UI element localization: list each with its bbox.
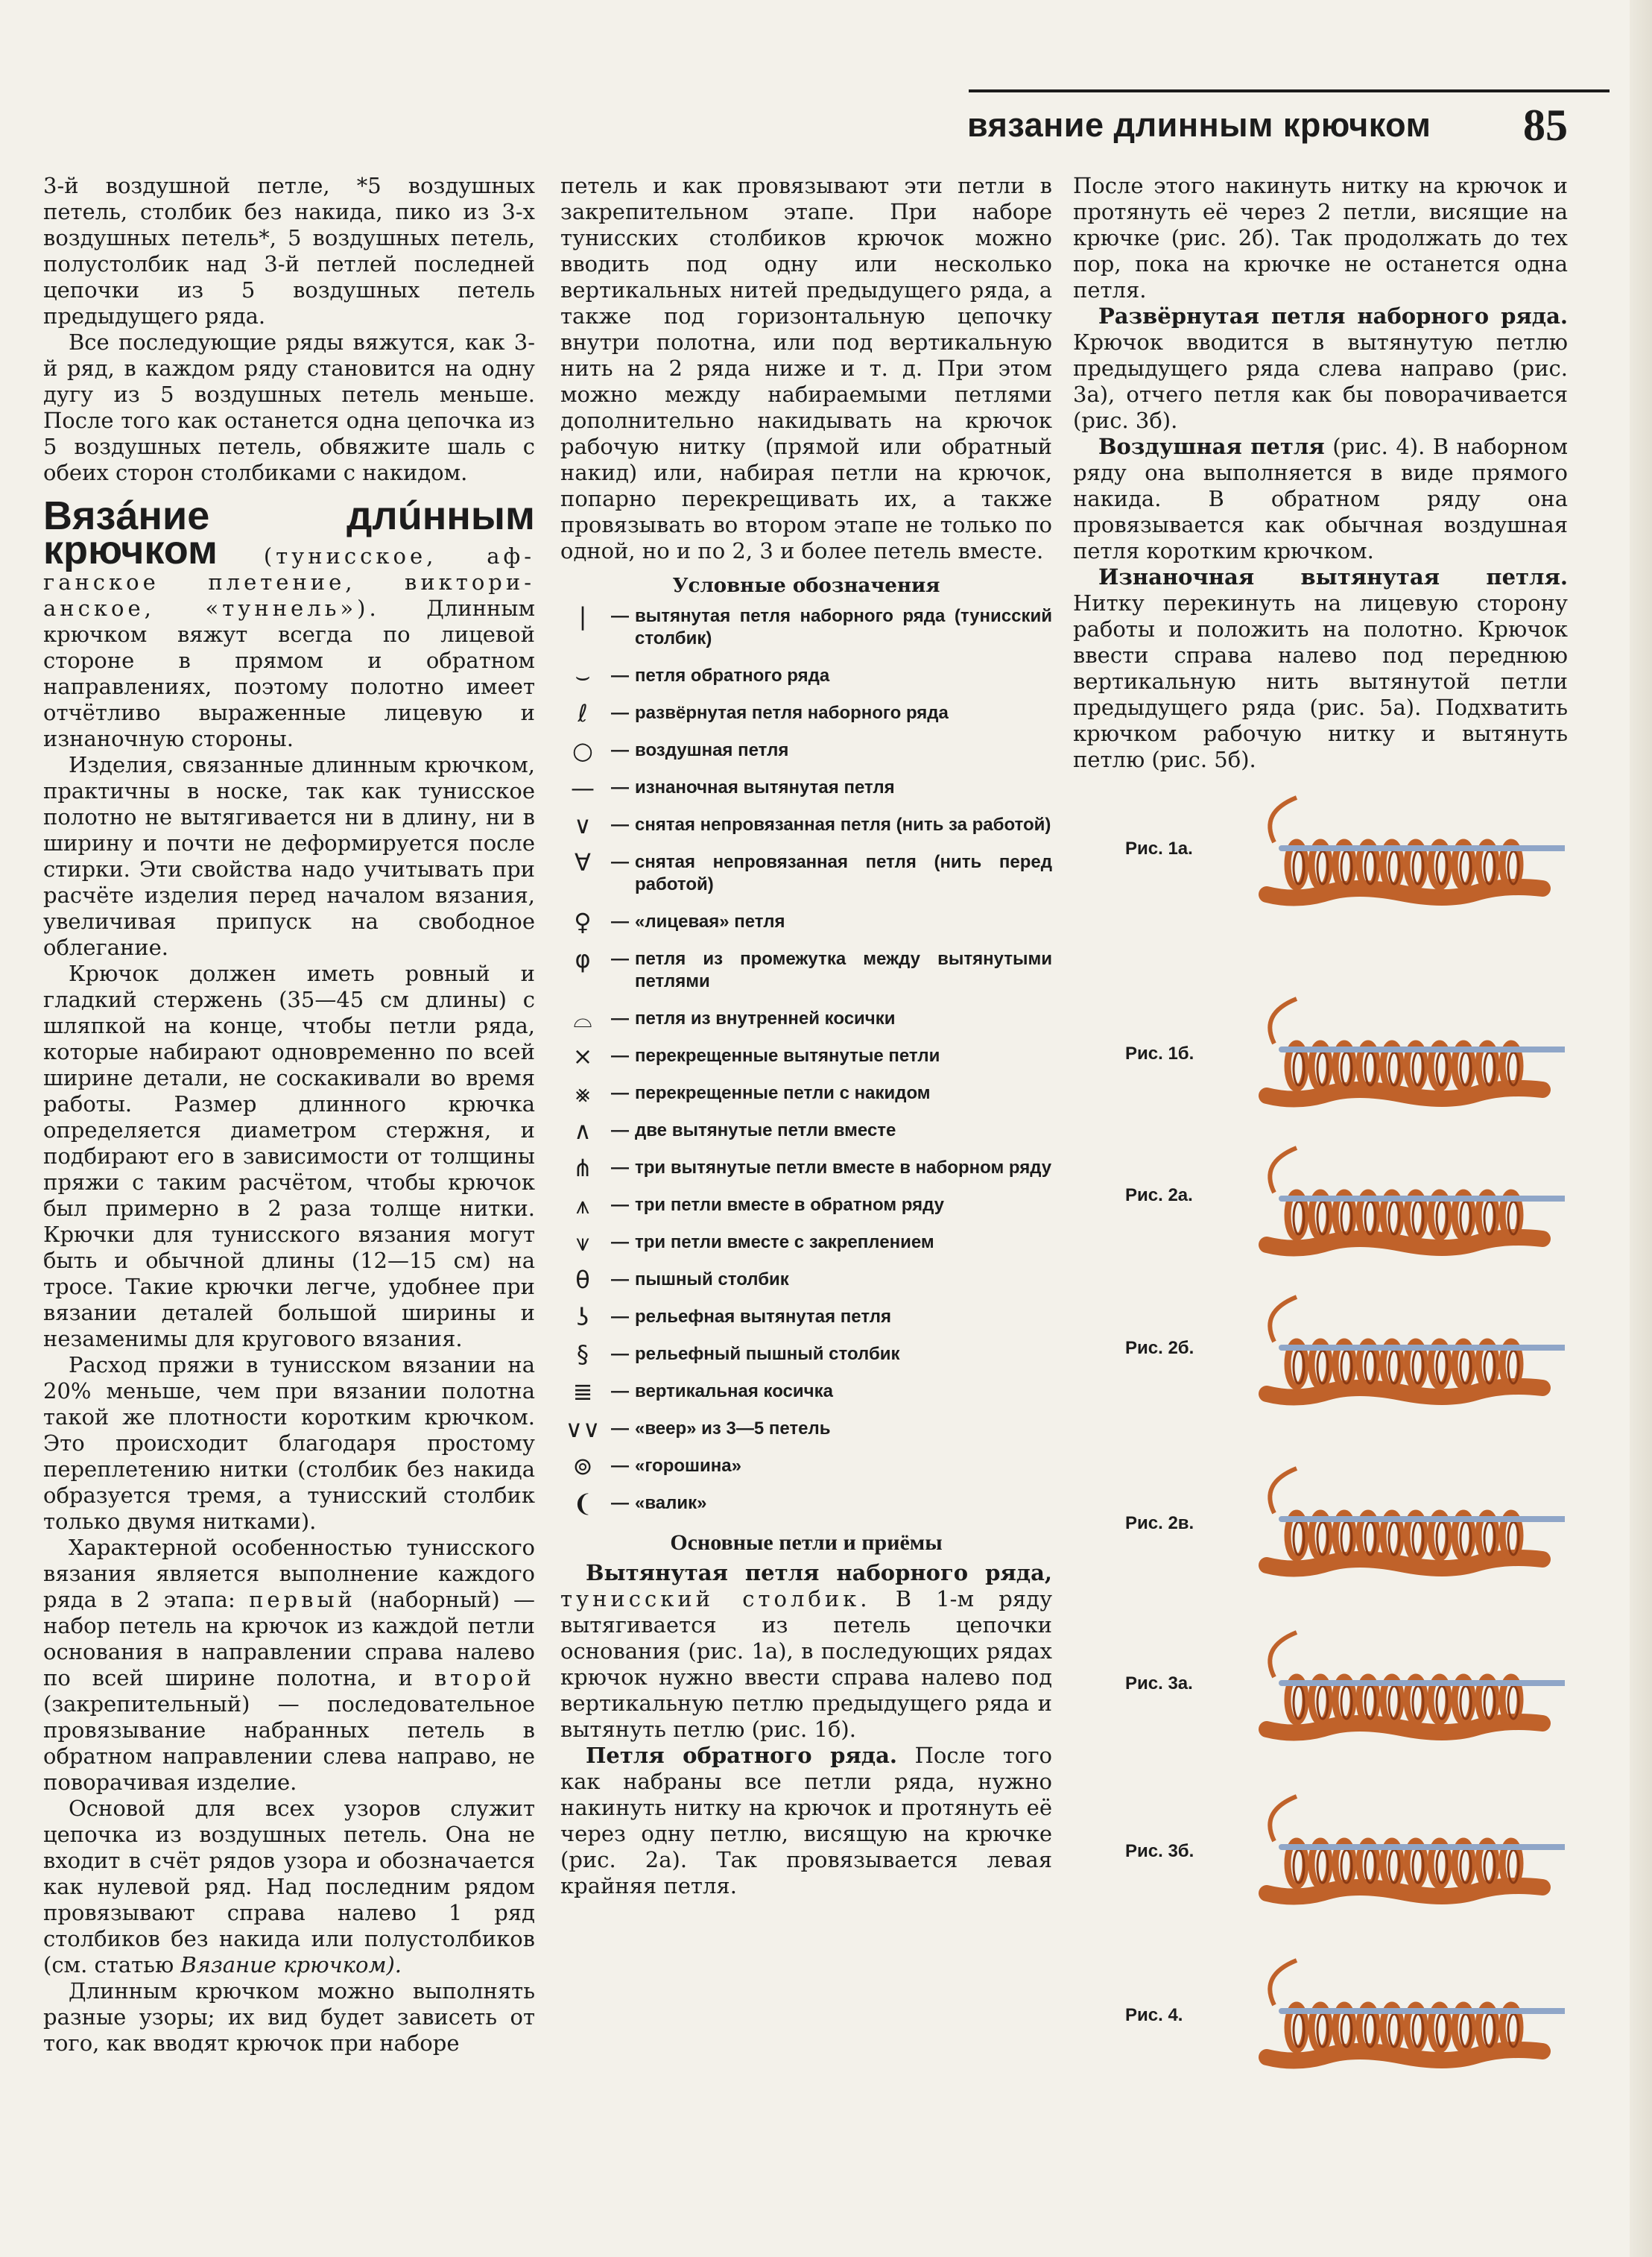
legend-text: «лицевая» петля (635, 912, 785, 932)
paragraph: петель и как провязывают эти петли в закрепительном этапе. При наборе тунисских столбиков крючок можно вводить под одну или несколько вертикальных нитей предыдущего ряда, а также под горизонтальную цепочку внутри полотна, или под вертикальную нить на 2 ряда ниже и т. д. При этом можно между набираемыми петлями дополнительно накидывать на крючок рабочую нитку (прямой или обратный накид) или, набирая петли на крючок, попарно перекрещивать их, а также провязывать во втором этапе не только по одной, но и по 2, 3 и более петель вместе. (560, 173, 1052, 564)
legend-dash: — (611, 740, 629, 760)
legend-dash: — (611, 1493, 629, 1513)
legend-row (560, 1042, 1052, 1070)
paragraph (43, 1535, 535, 1796)
paragraph (560, 1560, 1052, 1743)
crochet-illustration (1252, 1461, 1565, 1588)
legend-text: три петли вместе в обратном ряду (635, 1195, 944, 1215)
term: Воздушная петля (1098, 434, 1325, 459)
legend-text: перекрещенные петли с накидом (635, 1083, 931, 1103)
paragraph (1073, 564, 1568, 773)
legend-symbol-icon: × (572, 1042, 593, 1070)
paragraph (1073, 434, 1568, 564)
crochet-illustration (1252, 1953, 1565, 2080)
title-subtitle: (тунисское, аф- (263, 543, 535, 569)
legend-dash: — (611, 1418, 629, 1439)
legend-text: петля из промежутка между вытянутыми петлями (635, 949, 1052, 991)
crochet-illustration (1252, 1140, 1565, 1267)
legend-text: петля обратного ряда (635, 666, 830, 686)
crochet-illustration (1252, 1789, 1565, 1916)
figure-label: Рис. 2б. (1125, 1338, 1194, 1358)
legend-dash: — (611, 1046, 629, 1066)
legend-dash: — (611, 1344, 629, 1364)
legend-text: три вытянутые петли вместе в наборном ряду (635, 1158, 1052, 1178)
legend-dash: — (611, 815, 629, 835)
legend-dash: — (611, 777, 629, 798)
legend-title: Условные обозначения (672, 575, 940, 597)
legend-text: «валик» (635, 1493, 707, 1513)
paragraph: Длинным крючком можно выполнять разные узоры; их вид будет зависеть от того, как вводят крючок при наборе (43, 1978, 535, 2056)
text: В 1-м ряду вытягивается из петель цепочки основания (рис. 1а), в последующих рядах крючок нужно ввести справа налево под вертикальную петлю предыдущего ряда и вытянуть петлю (рис. 1б). (560, 1586, 1053, 1742)
legend-text: «горошина» (635, 1456, 741, 1476)
legend-symbol-icon: ⌣ (575, 662, 591, 690)
title-word: длúнным (346, 493, 535, 538)
legend-dash: — (611, 1307, 629, 1327)
legend-dash: — (611, 1008, 629, 1029)
figure-label: Рис. 3а. (1125, 1673, 1193, 1693)
paragraph: Крючок должен иметь ровный и гладкий стержень (35—45 см длины) с шляпкой на конце, чтобы петли ряда, которые набирают одновременно по всей ширине детали, не соскакивали во время работы. Размер длинного крючка определяется диаметром стержня, и подбирают его в зависимости от толщины пряжи с таким расчётом, чтобы крючок был примерно в 2 раза толще нитки. Крючки для тунисского вязания могут быть и обычной длины (12—15 см) на тросе. Такие крючки легче, удобнее при вязании деталей большой ширины и незаменимы для кругового вязания. (43, 961, 535, 1351)
legend-symbol-icon: ∀ (575, 848, 591, 877)
legend-text: вытянутая петля наборного ряда (тунисский столбик) (635, 606, 1052, 648)
page-number: 85 (1523, 101, 1568, 150)
legend-dash: — (611, 666, 629, 686)
figure-label: Рис. 2в. (1125, 1513, 1194, 1533)
legend-row (560, 1415, 1052, 1443)
legend-row (560, 1228, 1052, 1257)
legend-text: рельефная вытянутая петля (635, 1307, 892, 1327)
emph: второй (434, 1665, 535, 1691)
legend-dash: — (611, 606, 629, 626)
legend-row (560, 699, 1052, 727)
paragraph: Расход пряжи в тунисском вязании на 20% меньше, чем при вязании полотна такой же плотности коротким крючком. Это происходит благодаря простому переплетению нитки (столбик без накида образуется тремя, а тунисский столбик только двумя нитками). (43, 1352, 535, 1534)
title-word: Вязáние (43, 493, 210, 538)
legend-symbol-icon: ℓ (577, 699, 588, 727)
legend-row (560, 1452, 1052, 1480)
legend-symbol-icon: | (578, 602, 587, 631)
legend-row (560, 848, 1052, 896)
legend-row (560, 1154, 1052, 1182)
legend-symbol-icon: ⌓ (573, 1005, 592, 1033)
legend-symbol-icon: ○ (572, 736, 593, 765)
legend-symbol-icon: § (577, 1340, 589, 1369)
figure-label: Рис. 4. (1125, 2005, 1183, 2025)
legend-row (560, 662, 1052, 690)
legend-text: развёрнутая петля наборного ряда (635, 703, 949, 723)
legend-symbol-icon: ⩚ (575, 1191, 590, 1219)
title-subtitle: ганское плетение, виктори- (43, 569, 535, 595)
term: Изнаночная вытянутая петля. (1098, 564, 1568, 590)
legend-text: пышный столбик (635, 1269, 789, 1290)
legend-dash: — (611, 1232, 629, 1252)
paragraph: Все последующие ряды вяжутся, как 3-й ряд, в каждом ряду становится на одну дугу из 5 воздушных петель меньше. После того как останется одна цепочка из 5 воздушных петель, обвяжите шаль с обеих сторон столбиками с накидом. (43, 329, 535, 485)
text: Характерной особенностью тунисского вязания является выполнение каждого ряда в 2 этапа: (43, 1535, 535, 1612)
paragraph: 3-й воздушной петле, *5 воздушных петель, столбик без накида, пико из 3-х воздушных петель*, 5 воздушных петель, полустолбик над 3-й петлей последней цепочки из 5 воздушных петель предыдущего ряда. (43, 173, 535, 329)
legend-row (560, 1005, 1052, 1033)
legend-row (560, 774, 1052, 802)
title-word: крючком (43, 528, 218, 572)
cross-reference: Вязание крючком). (180, 1952, 402, 1977)
legend-dash: — (611, 703, 629, 723)
legend-symbol-icon: φ (575, 945, 591, 973)
legend-text: вертикальная косичка (635, 1381, 833, 1401)
crochet-illustration (1252, 1625, 1565, 1752)
subsection-title: Основные петли и приёмы (670, 1530, 943, 1555)
text: После того как набраны все петли ряда, нужно накинуть нитку на крючок и протянуть её через одну петлю, висящую на крючке (рис. 2а). Так провязывается левая крайняя петля. (560, 1743, 1052, 1898)
legend-symbol-icon: ⊚ (572, 1452, 593, 1480)
paragraph-text: Длинным крючком вяжут всегда по лицевой стороне в прямом и обратном направлениях, поэтому полотно имеет отчётливо выраженные лицевую и изнаночную стороны. (43, 596, 536, 751)
page-edge (1630, 0, 1652, 2257)
legend-row (560, 736, 1052, 765)
crochet-illustration (1252, 1290, 1565, 1416)
text: Нитку перекинуть на лицевую сторону работы и положить на полотно. Крючок ввести справа налево под переднюю вертикальную нить вытянутой петли предыдущего ряда (рис. 5а). Подхватить крючком рабочую нитку и вытянуть петлю (рис. 5б). (1073, 590, 1568, 772)
legend-dash: — (611, 1195, 629, 1215)
legend-row (560, 811, 1052, 839)
crochet-illustration (1252, 991, 1565, 1118)
figure-label: Рис. 1б. (1125, 1044, 1194, 1064)
text: Основой для всех узоров служит цепочка из воздушных петель. Она не входит в счёт рядов узора и обозначается как нулевой ряд. Над последним рядом провязывают справа налево 1 ряд столбиков без накида или полустолбиков (см. статью (43, 1796, 535, 1977)
paragraph: После этого накинуть нитку на крючок и протянуть её через 2 петли, висящие на крючке (рис. 2б). Так продолжать до тех пор, пока на крючке не останется одна петля. (1073, 173, 1568, 303)
legend-row (560, 1489, 1052, 1518)
text: Крючок вводится в вытянутую петлю предыдущего ряда слева направо (рис. 3а), отчего петля как бы поворачивается (рис. 3б). (1073, 329, 1568, 433)
legend-text: снятая непровязанная петля (нить за работой) (635, 815, 1051, 835)
legend-row (560, 1191, 1052, 1219)
legend-symbol-icon: ʖ (576, 1303, 589, 1331)
crochet-illustration (1252, 790, 1565, 917)
term-spaced: тунисский столбик. (560, 1586, 871, 1612)
text: (наборный) — набор петель на крючок из каждой петли основания в направлении справа налево по всей ширине полотна, и (43, 1587, 536, 1691)
legend-dash: — (611, 1158, 629, 1178)
legend-text: две вытянутые петли вместе (635, 1120, 896, 1140)
legend-text: три петли вместе с закреплением (635, 1232, 934, 1252)
legend-dash: — (611, 1120, 629, 1140)
paragraph (43, 1796, 535, 1978)
paragraph (1073, 303, 1568, 434)
legend-row (560, 1303, 1052, 1331)
legend-text: «веер» из 3—5 петель (635, 1418, 831, 1439)
legend-dash: — (611, 949, 629, 969)
figure-label: Рис. 2а. (1125, 1185, 1193, 1205)
legend-text: воздушная петля (635, 740, 789, 760)
legend-row (560, 908, 1052, 936)
legend-symbol-icon: ❨ (572, 1489, 593, 1518)
emph: первый (249, 1587, 356, 1612)
running-title: вязание длинным крючком (967, 106, 1431, 144)
section-intro (43, 528, 536, 752)
legend-symbol-icon: ⋔ (572, 1154, 593, 1182)
legend-dash: — (611, 1381, 629, 1401)
legend-symbol-icon: ∨ (574, 811, 592, 839)
column-1 (43, 173, 535, 2056)
legend-symbol-icon: ∧ (574, 1117, 592, 1145)
legend-symbol-icon: ∨∨ (565, 1415, 601, 1443)
paragraph: Изделия, связанные длинным крючком, практичны в носке, так как тунисское полотно не вытягивается ни в длину, ни в ширину и почти не деформируется после стирки. Эти свойства надо учитывать при расчёте изделия перед началом вязания, увеличивая припуск на свободное облегание. (43, 752, 535, 960)
symbol-legend (560, 602, 1052, 1518)
legend-dash: — (611, 1269, 629, 1290)
legend-text: перекрещенные вытянутые петли (635, 1046, 940, 1066)
column-3 (1073, 173, 1568, 773)
legend-row (560, 1079, 1052, 1108)
legend-symbol-icon: ≣ (572, 1377, 593, 1406)
legend-text: снятая непровязанная петля (нить перед работой) (635, 852, 1052, 894)
header-rule (969, 89, 1610, 92)
legend-row (560, 602, 1052, 650)
legend-symbol-icon: θ (575, 1266, 590, 1294)
title-subtitle: анское, «туннель»). (43, 596, 380, 621)
legend-text: рельефный пышный столбик (635, 1344, 900, 1364)
text: (рис. 4). В наборном ряду она выполняется в виде прямого накида. В обратном ряду она провязывается как обычная воздушная петля коротким крючком. (1073, 434, 1569, 564)
legend-dash: — (611, 852, 629, 872)
legend-row (560, 1266, 1052, 1294)
legend-dash: — (611, 1456, 629, 1476)
term: Развёрнутая петля наборного ряда. (1098, 303, 1568, 329)
legend-symbol-icon: ♀ (574, 908, 592, 936)
legend-row (560, 1117, 1052, 1145)
figure-label: Рис. 1а. (1125, 839, 1193, 859)
term: Петля обратного ряда. (586, 1743, 898, 1768)
legend-dash: — (611, 1083, 629, 1103)
paragraph (560, 1743, 1052, 1899)
column-2 (560, 173, 1052, 1899)
legend-row (560, 1377, 1052, 1406)
figure-label: Рис. 3б. (1125, 1841, 1194, 1861)
legend-dash: — (611, 912, 629, 932)
legend-row (560, 945, 1052, 993)
legend-symbol-icon: ⩛ (575, 1228, 590, 1257)
legend-text: изнаночная вытянутая петля (635, 777, 895, 798)
text: (закрепительный) — последовательное провязывание набранных петель в обратном направлении слева направо, не поворачивая изделие. (43, 1691, 535, 1795)
legend-symbol-icon: — (571, 774, 595, 802)
term: Вытянутая петля наборного ряда, (586, 1560, 1052, 1585)
legend-text: петля из внутренней косички (635, 1008, 896, 1029)
legend-row (560, 1340, 1052, 1369)
legend-symbol-icon: ⨳ (575, 1079, 590, 1108)
